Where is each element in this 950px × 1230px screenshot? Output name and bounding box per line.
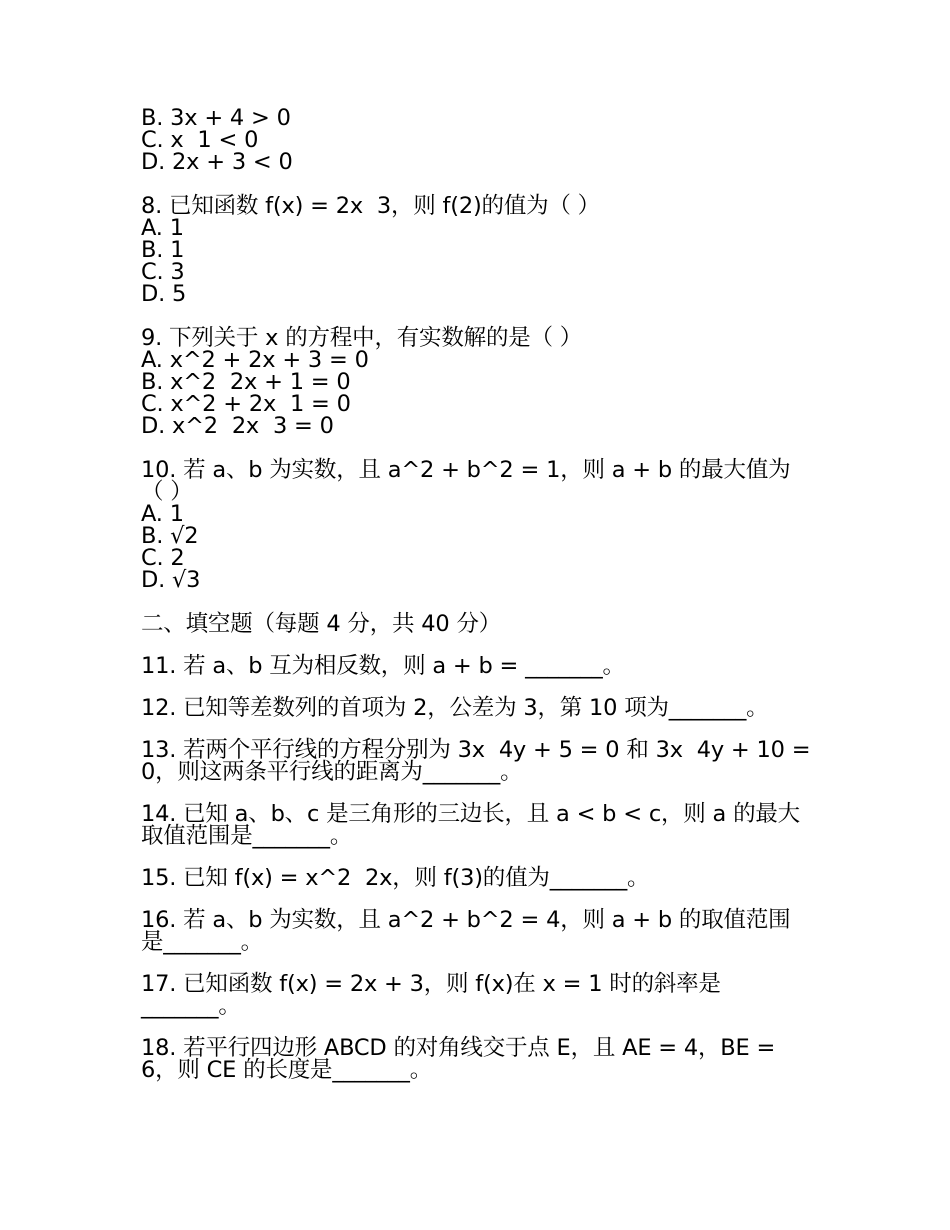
option-a: A. 1 (141, 215, 184, 241)
document-page (141, 105, 818, 1101)
option-d: D. x^2 2x 3 = 0 (141, 413, 334, 439)
question-9 (141, 327, 811, 437)
option-b: B. √2 (141, 523, 199, 549)
option-b: B. 3x + 4 > 0 (141, 105, 291, 131)
question-10 (141, 459, 811, 591)
question-11: 11. 若 a、b 互为相反数，则 a + b = _______。 (141, 653, 625, 679)
question-14: 14. 已知 a、b、c 是三角形的三边长，且 a < b < c，则 a 的最大取值范围是_______。 (141, 801, 800, 849)
option-c: C. x 1 < 0 (141, 127, 259, 153)
question-18: 18. 若平行四边形 ABCD 的对角线交于点 E，且 AE = 4，BE = 6，则 CE 的长度是_______。 (141, 1035, 783, 1083)
question-stem: 10. 若 a、b 为实数，且 a^2 + b^2 = 1，则 a + b 的最大值为（ ） (141, 457, 791, 505)
option-c: C. 3 (141, 259, 185, 285)
option-b: B. 1 (141, 237, 185, 263)
option-d: D. 5 (141, 281, 187, 307)
question-13: 13. 若两个平行线的方程分别为 3x 4y + 5 = 0 和 3x 4y + 10 = 0，则这两条平行线的距离为_______。 (141, 737, 818, 785)
option-c: C. 2 (141, 545, 185, 571)
option-a: A. 1 (141, 501, 184, 527)
option-b: B. x^2 2x + 1 = 0 (141, 369, 351, 395)
question-8 (141, 195, 811, 305)
question-stem: 8. 已知函数 f(x) = 2x 3，则 f(2)的值为（ ） (141, 193, 600, 219)
question-16: 16. 若 a、b 为实数，且 a^2 + b^2 = 4，则 a + b 的取值范围是_______。 (141, 907, 791, 955)
section-heading: 二、填空题（每题 4 分，共 40 分） (141, 611, 502, 637)
question-7-options (141, 107, 811, 173)
option-c: C. x^2 + 2x 1 = 0 (141, 391, 351, 417)
question-12: 12. 已知等差数列的首项为 2，公差为 3，第 10 项为_______。 (141, 695, 769, 721)
question-15: 15. 已知 f(x) = x^2 2x，则 f(3)的值为_______。 (141, 865, 650, 891)
option-a: A. x^2 + 2x + 3 = 0 (141, 347, 369, 373)
option-d: D. √3 (141, 567, 201, 593)
question-17: 17. 已知函数 f(x) = 2x + 3，则 f(x)在 x = 1 时的斜率是_______。 (141, 971, 721, 1019)
question-stem: 9. 下列关于 x 的方程中，有实数解的是（ ） (141, 325, 583, 351)
option-d: D. 2x + 3 < 0 (141, 149, 293, 175)
